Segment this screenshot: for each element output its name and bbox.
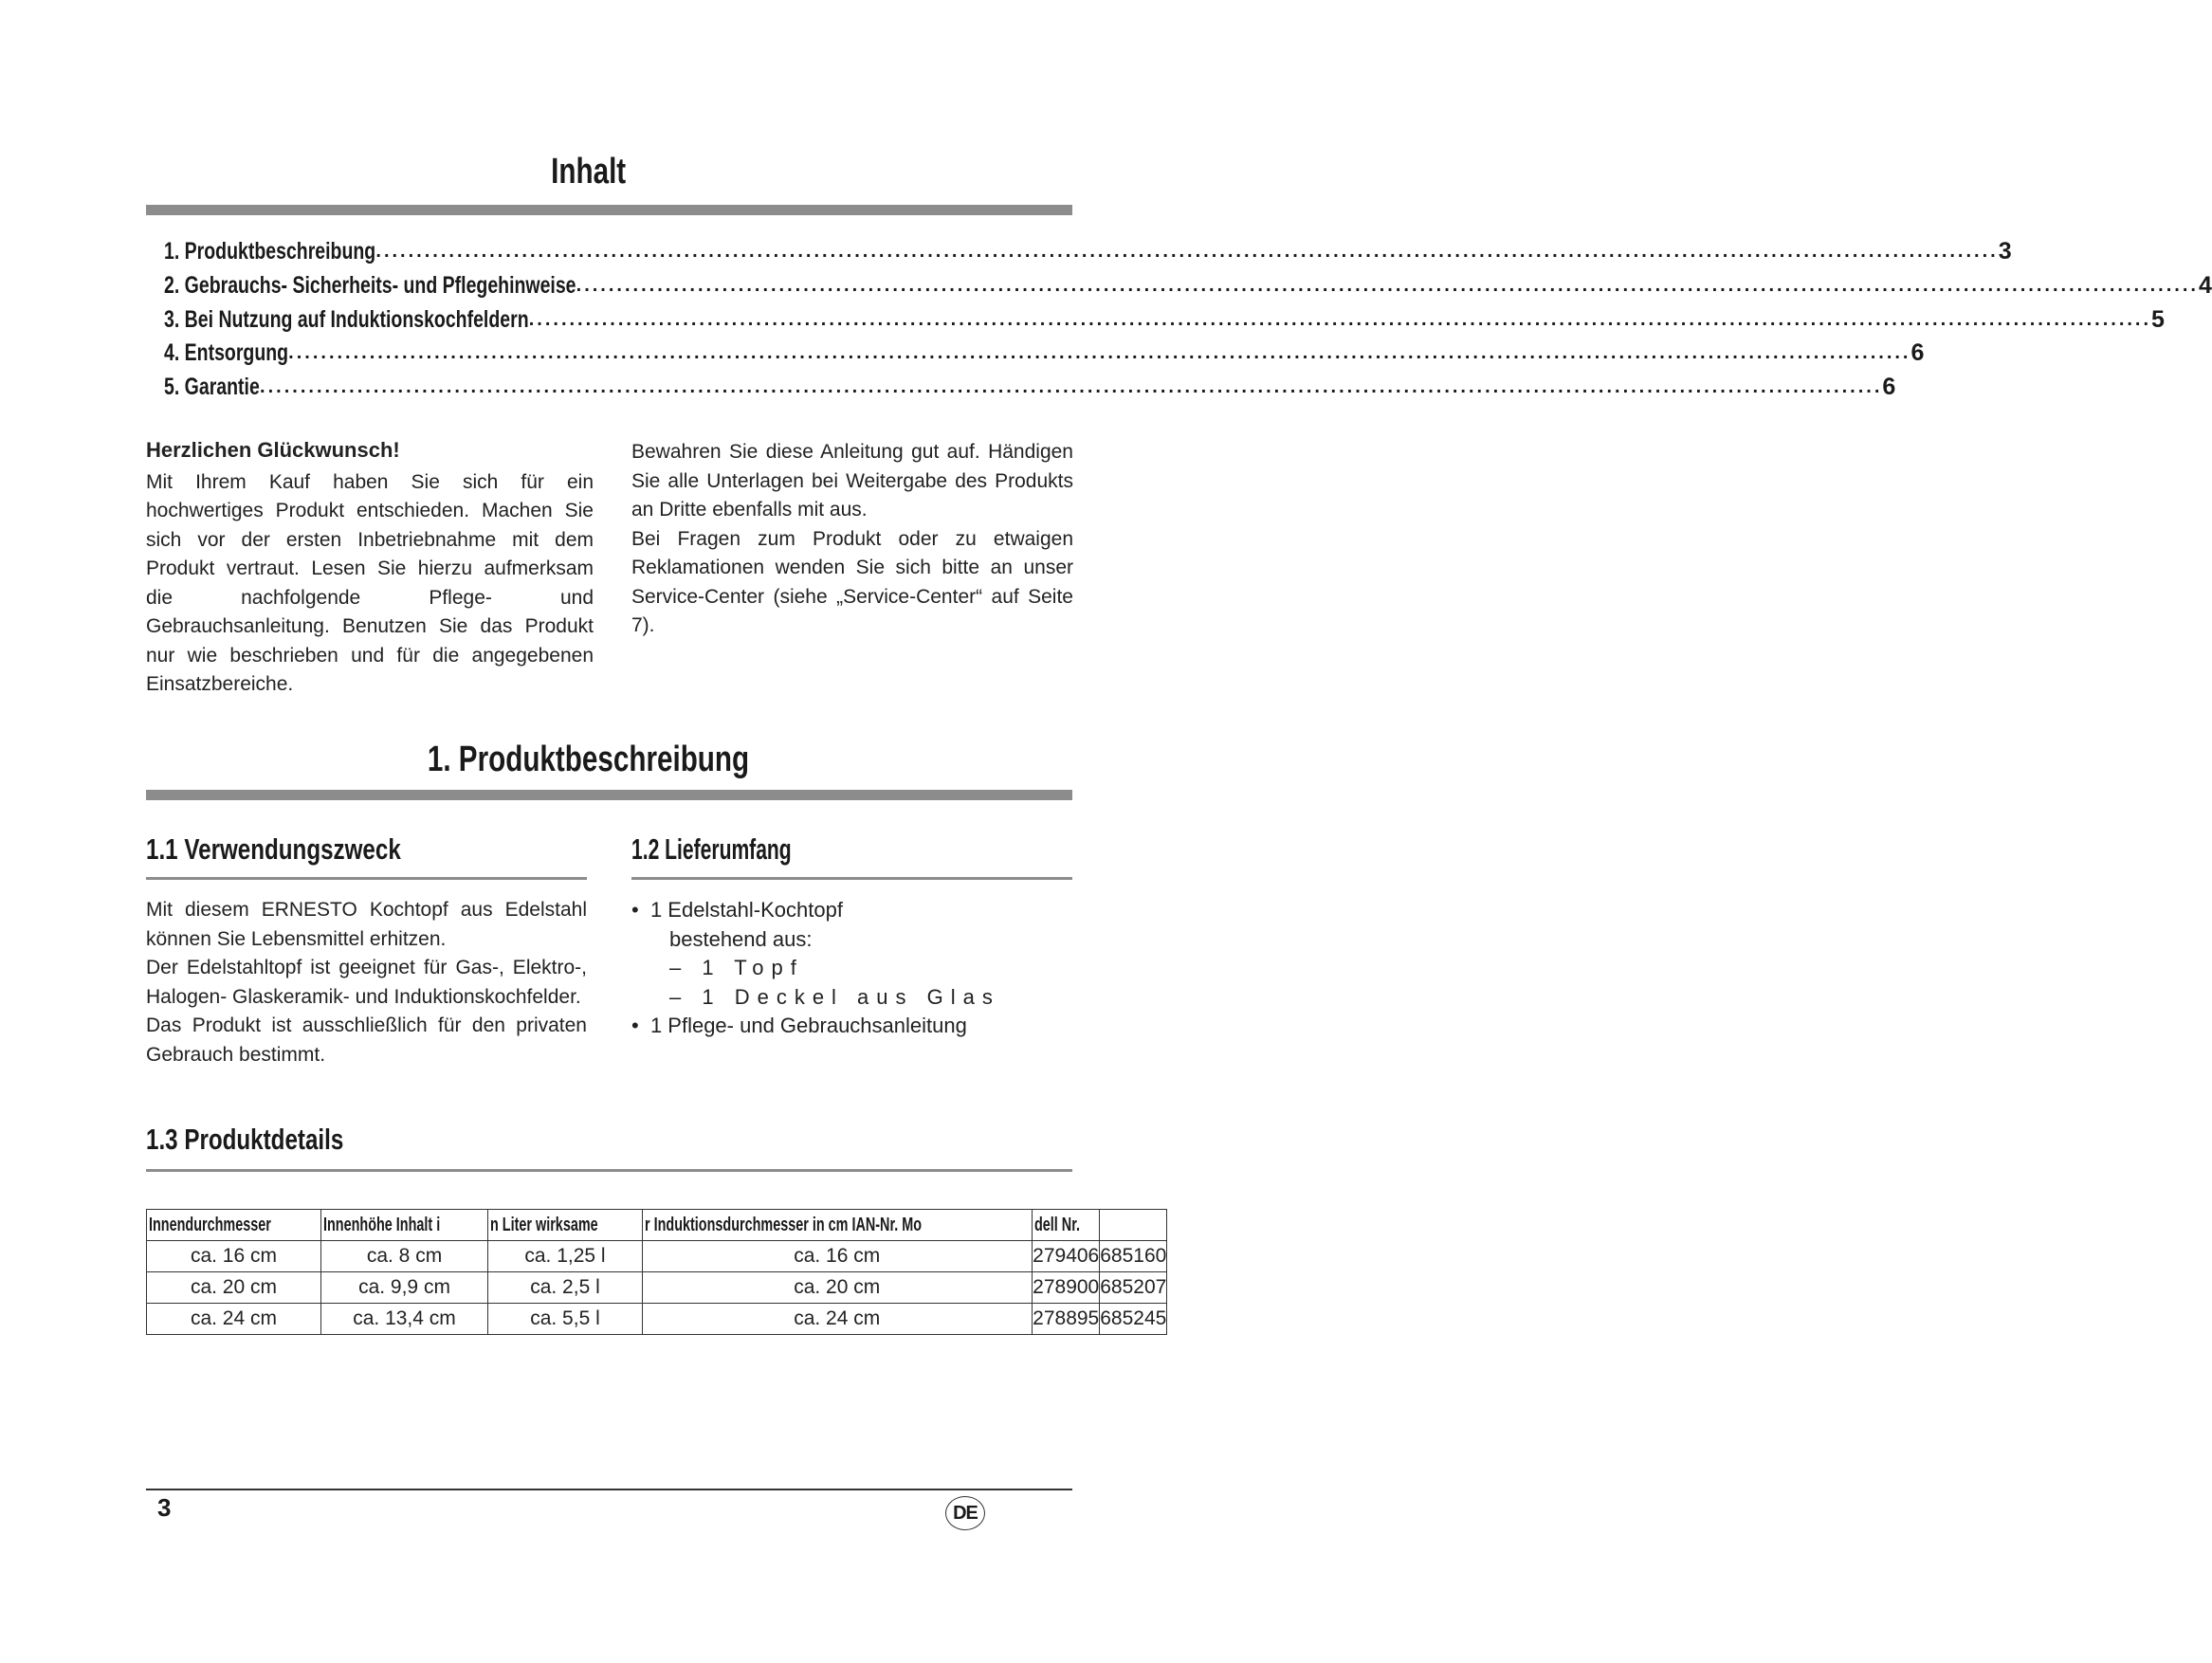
scope-item-sub: bestehend aus: bbox=[669, 926, 813, 951]
table-header-row bbox=[147, 1210, 1167, 1241]
toc-item[interactable] bbox=[164, 271, 2212, 300]
toc-leader: ........................................................................................................................................................................................................ bbox=[260, 375, 1883, 397]
table-cell: ca. 20 cm bbox=[147, 1272, 321, 1304]
table-row bbox=[147, 1241, 1167, 1272]
table-cell: ca. 24 cm bbox=[147, 1304, 321, 1335]
scope-item: • 1 Edelstahl-Kochtopf bbox=[631, 898, 843, 922]
product-details-table bbox=[146, 1209, 1167, 1335]
table-header-cell: n Liter wirksame bbox=[488, 1210, 643, 1241]
table-header-cell: dell Nr. bbox=[1032, 1210, 1100, 1241]
toc-leader: ........................................................................................................................................................................................................ bbox=[288, 341, 1911, 363]
intro-left bbox=[146, 436, 594, 700]
table-cell: 278900 bbox=[1032, 1272, 1100, 1304]
table-cell: 685160 bbox=[1100, 1241, 1167, 1272]
table-cell: ca. 2,5 l bbox=[488, 1272, 643, 1304]
table-cell: 278895 bbox=[1032, 1304, 1100, 1335]
toc-leader: ........................................................................................................................................................................................................ bbox=[576, 274, 2199, 296]
toc-item-page: 3 bbox=[1998, 237, 2012, 265]
table-cell: ca. 13,4 cm bbox=[320, 1304, 487, 1335]
table-cell: ca. 8 cm bbox=[320, 1241, 487, 1272]
table-cell: 279406 bbox=[1032, 1241, 1100, 1272]
divider bbox=[146, 205, 1072, 215]
scope-item: • 1 Pflege- und Gebrauchsanleitung bbox=[631, 1014, 967, 1037]
use-p1: Mit diesem ERNESTO Kochtopf aus Edelstahl können Sie Lebensmittel erhitzen. bbox=[146, 899, 587, 950]
use-p3: Das Produkt ist ausschließlich für den privaten Gebrauch bestimmt. bbox=[146, 1014, 587, 1066]
intro-keep-text: Bewahren Sie diese Anleitung gut auf. Händigen Sie alle Unterlagen bei Weitergabe des Produkts an Dritte ebenfalls mit aus. bbox=[631, 441, 1073, 521]
table-row bbox=[147, 1304, 1167, 1335]
table-cell: ca. 16 cm bbox=[147, 1241, 321, 1272]
table-header-cell bbox=[1100, 1210, 1167, 1241]
toc-item-label: 3. Bei Nutzung auf Induktionskochfeldern bbox=[164, 305, 529, 333]
table-header-cell: r Induktionsdurchmesser in cm IAN-Nr. Mo bbox=[642, 1210, 1032, 1241]
use-p2: Der Edelstahltopf ist geeignet für Gas-, Elektro-, Halogen- Glaskeramik- und Induktionskochfelder. bbox=[146, 957, 587, 1008]
toc-item-page: 4 bbox=[2198, 271, 2212, 299]
footer-line bbox=[146, 1489, 1072, 1490]
scope-heading: 1.2 Lieferumfang bbox=[631, 832, 792, 866]
toc-leader: ........................................................................................................................................................................................................ bbox=[528, 308, 2152, 330]
intro-text: Mit Ihrem Kauf haben Sie sich für ein hochwertiges Produkt entschieden. Machen Sie sich vor der ersten Inbetriebnahme mit dem Produkt vertraut. Lesen Sie hierzu aufmerksam die nachfolgende Pflege- und Gebrauchsanleitung. Benutzen Sie das Produkt nur wie beschrieben und für die angegebenen Einsatzbereiche. bbox=[146, 470, 594, 695]
toc-item-label: 2. Gebrauchs- Sicherheits- und Pflegehinweise bbox=[164, 271, 576, 299]
intro-heading: Herzlichen Glückwunsch! bbox=[146, 438, 400, 462]
intro-right bbox=[631, 438, 1073, 641]
divider bbox=[146, 790, 1072, 800]
table-cell: 685207 bbox=[1100, 1272, 1167, 1304]
toc-leader: ........................................................................................................................................................................................................ bbox=[375, 240, 1999, 262]
table-cell: ca. 5,5 l bbox=[488, 1304, 643, 1335]
page-number: 3 bbox=[157, 1493, 172, 1522]
use-text bbox=[146, 896, 587, 1069]
divider bbox=[146, 877, 587, 880]
toc-item-label: 5. Garantie bbox=[164, 373, 260, 400]
toc-item-label: 1. Produktbeschreibung bbox=[164, 237, 376, 265]
table-cell: ca. 1,25 l bbox=[488, 1241, 643, 1272]
toc-item-page: 6 bbox=[1882, 373, 1896, 400]
table-cell: 685245 bbox=[1100, 1304, 1167, 1335]
table-header-cell: Innenhöhe Inhalt i bbox=[320, 1210, 487, 1241]
language-badge-de: DE bbox=[945, 1496, 985, 1530]
table-cell: ca. 16 cm bbox=[642, 1241, 1032, 1272]
divider bbox=[146, 1169, 1072, 1172]
table-cell: ca. 24 cm bbox=[642, 1304, 1032, 1335]
table-row bbox=[147, 1272, 1167, 1304]
toc-item-page: 5 bbox=[2151, 305, 2165, 333]
toc-item[interactable] bbox=[164, 373, 1896, 401]
scope-list bbox=[631, 896, 1072, 1041]
table-cell: ca. 20 cm bbox=[642, 1272, 1032, 1304]
section-title: 1. Produktbeschreibung bbox=[427, 740, 750, 779]
contents-title: Inhalt bbox=[550, 152, 627, 192]
intro-service-text: Bei Fragen zum Produkt oder zu etwaigen Reklamationen wenden Sie sich bitte an unser Service-Center (siehe „Service-Center“ auf Seite 7). bbox=[631, 527, 1073, 636]
table-header-cell: Innendurchmesser bbox=[147, 1210, 321, 1241]
scope-sub-item: – 1 Deckel aus Glas bbox=[669, 984, 1000, 1009]
divider bbox=[631, 877, 1072, 880]
details-heading: 1.3 Produktdetails bbox=[146, 1123, 344, 1156]
table-cell: ca. 9,9 cm bbox=[320, 1272, 487, 1304]
toc-item[interactable] bbox=[164, 237, 2012, 265]
toc-item-label: 4. Entsorgung bbox=[164, 338, 289, 366]
use-heading: 1.1 Verwendungszweck bbox=[146, 832, 401, 866]
toc-item-page: 6 bbox=[1910, 338, 1925, 366]
scope-sub-item: – 1 Topf bbox=[669, 956, 804, 979]
toc-item[interactable] bbox=[164, 338, 1925, 367]
toc-item[interactable] bbox=[164, 305, 2165, 334]
